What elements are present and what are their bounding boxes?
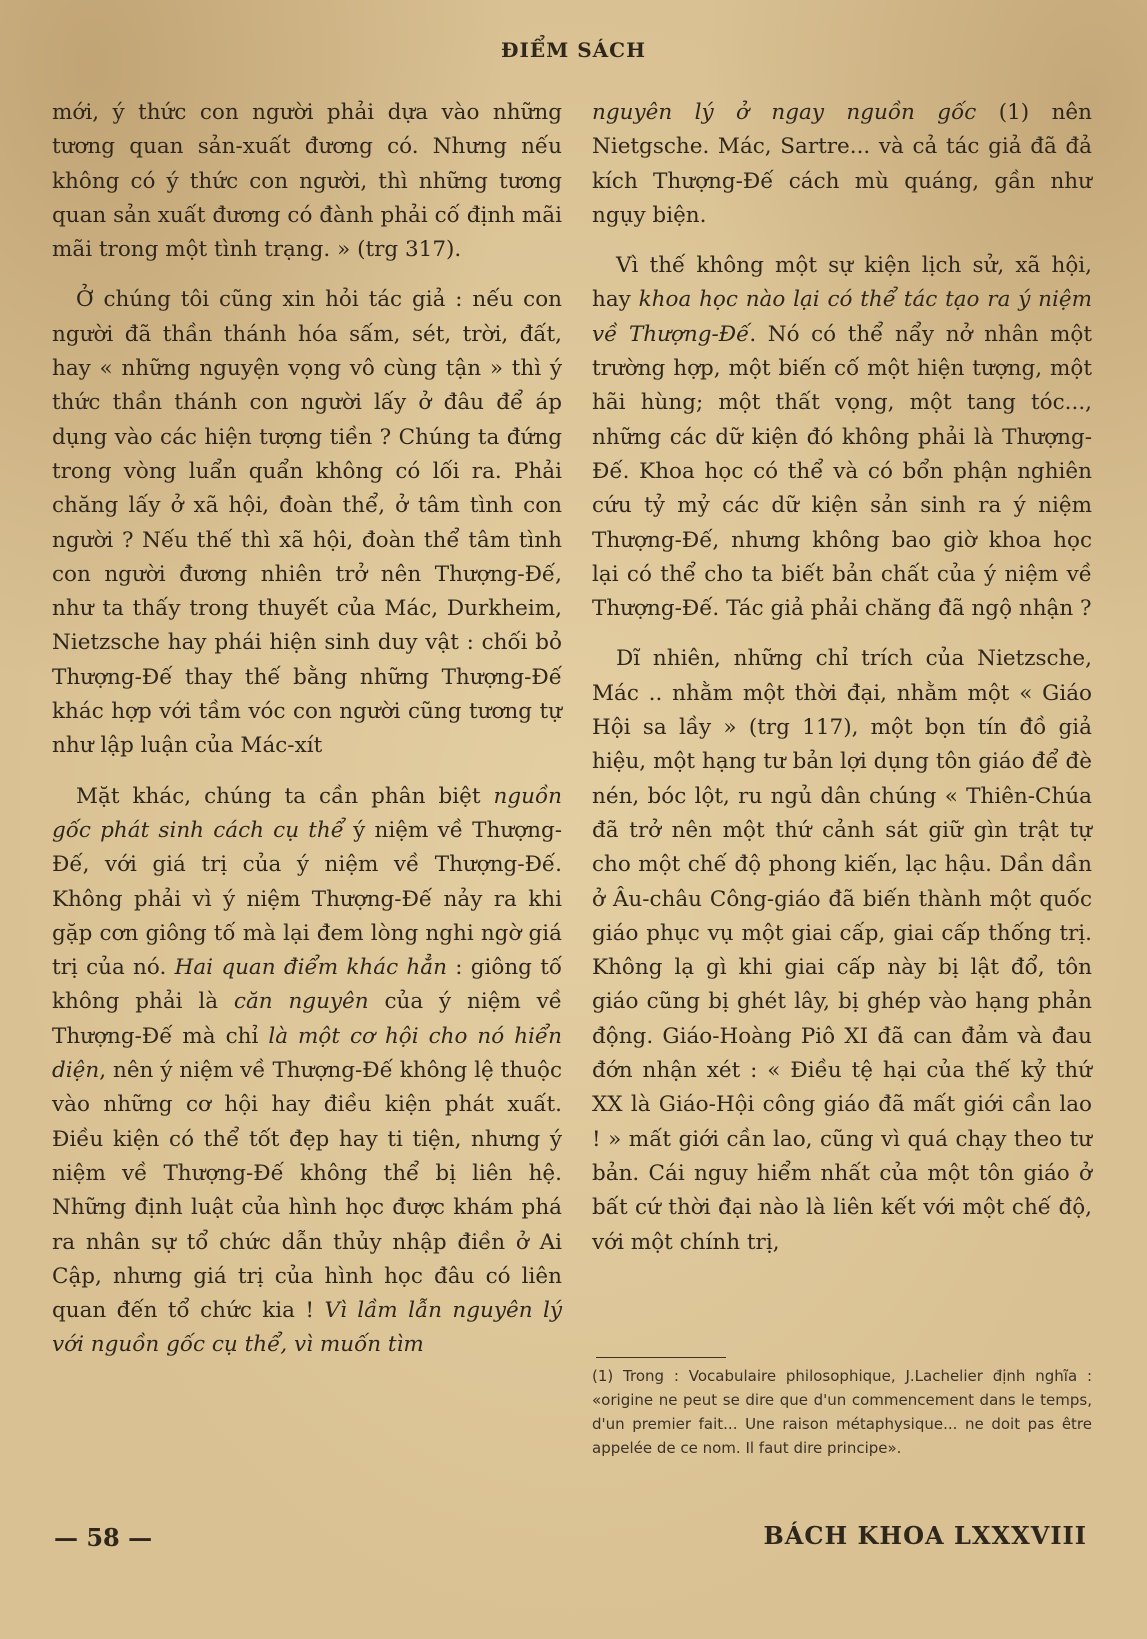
footnote: (1) Trong : Vocabulaire philosophique, J.Lachelier định nghĩa : «origine ne peut se dire que d'un commencement dans le temps, d'un premier fait... Une raison métaphysique... ne doit pas être appelée de ce nom. Il faut dire principe». bbox=[592, 1367, 1092, 1457]
left-column bbox=[52, 96, 562, 1379]
italic-run: Hai quan điểm khác hẳn bbox=[174, 955, 447, 981]
text-run: (1) nên Nietgsche. Mác, Sartre... và cả tác giả đã đả kích Thượng-Đế cách mù quáng, gần như ngụy biện. bbox=[592, 100, 1092, 228]
paragraph bbox=[592, 96, 1092, 233]
italic-run: là một cơ hội cho nó hiển diện bbox=[52, 1023, 562, 1084]
paragraph: Ở chúng tôi cũng xin hỏi tác giả : nếu con người đã thần thánh hóa sấm, sét, trời, đất, hay « những nguyện vọng vô cùng tận » thì ý thức thần thánh con người lấy ở đâu để áp dụng vào các hiện tượng tiền ? Chúng ta đứng trong vòng luẩn quẩn không có lối ra. Phải chăng lấy ở xã hội, đoàn thể, ở tâm tình con người ? Nếu thế thì xã hội, đoàn thể tâm tình con người đương nhiên trở nên Thượng-Đế, như ta thấy trong thuyết của Mác, Durkheim, Nietzsche hay phái hiện sinh duy vật : chối bỏ Thượng-Đế thay thế bằng những Thượng-Đế khác hợp với tầm vóc con người cũng tương tự như lập luận của Mác-xít bbox=[52, 287, 562, 759]
paragraph: Dĩ nhiên, những chỉ trích của Nietzsche, Mác .. nhằm một thời đại, nhằm một « Giáo Hội sa lầy » (trg 117), một bọn tín đồ giả hiệu, một hạng tư bản lợi dụng tôn giáo để đè nén, bóc lột, ru ngủ dân chúng « Thiên-Chúa đã trở nên một thứ cảnh sát giữ gìn trật tự cho một chế độ phong kiến, lạc hậu. Dần dần ở Âu-châu Công-giáo đã biến thành một quốc giáo phục vụ một giai cấp, giai cấp thống trị. Không lạ gì khi giai cấp này bị lật đổ, tôn giáo cũng bị ghét lây, bị ghép vào hạng phản động. Giáo-Hoàng Piô XI đã can đảm và đau đớn nhận xét : « Điều tệ hại của thế kỷ thứ XX là Giáo-Hội công giáo đã mất giới cần lao ! » mất giới cần lao, cũng vì quá chạy theo tư bản. Cái nguy hiểm nhất của một tôn giáo ở bất cứ thời đại nào là liên kết với một chế độ, với một chính trị, bbox=[592, 646, 1092, 1255]
italic-run: Vì lầm lẫn nguyên lý với nguồn gốc cụ thể, vì muốn tìm bbox=[52, 1298, 562, 1358]
italic-run: nguồn gốc phát sinh cách cụ thể bbox=[52, 783, 562, 843]
footnote-divider bbox=[596, 1357, 726, 1358]
text-run: . Nó có thể nẩy nở nhân một trường hợp, một biến cố một hiện tượng, một hãi hùng; một thất vọng, một tang tóc..., những các dữ kiện đó không phải là Thượng-Đế. Khoa học có thể và có bổn phận nghiên cứu tỷ mỷ các dữ kiện sản sinh ra ý niệm Thượng-Đế, nhưng không bao giờ khoa học lại có thể cho ta biết bản chất của ý niệm về Thượng-Đế. Tác giả phải chăng đã ngộ nhận ? bbox=[592, 321, 1092, 622]
text-run: của ý niệm về Thượng-Đế mà chỉ bbox=[52, 989, 563, 1049]
text-run: : giông tố không phải là bbox=[52, 955, 563, 1015]
italic-run: căn nguyên bbox=[233, 989, 369, 1015]
text-run: Mặt khác, chúng ta cần phân biệt bbox=[76, 783, 494, 809]
italic-run: khoa học nào lại có thể tác tạo ra ý niệm về Thượng-Đế bbox=[592, 287, 1092, 347]
text-run: , nên ý niệm về Thượng-Đế không lệ thuộc vào những cơ hội hay điều kiện phát xuất. Điều kiện có thể tốt đẹp hay ti tiện, nhưng ý niệm về Thượng-Đế không thể bị liên hệ. Những định luật của hình học được khám phá ra nhân sự tổ chức dẫn thủy nhập điền ở Ai Cập, nhưng giá trị của hình học đâu có liên quan đến tổ chức kia ! bbox=[52, 1058, 562, 1324]
italic-run: nguyên lý ở ngay nguồn gốc bbox=[592, 100, 977, 125]
page-number: — 58 — bbox=[54, 1523, 153, 1552]
right-column bbox=[592, 96, 1092, 1276]
text-run: ý niệm về Thượng-Đế, với giá trị của ý niệm về Thượng-Đế. Không phải vì ý niệm Thượng-Đế nảy ra khi gặp cơn giông tố mà lại đem lòng nghi ngờ giá trị của nó. bbox=[52, 817, 562, 981]
paragraph bbox=[52, 780, 562, 1363]
running-head: ĐIỂM SÁCH bbox=[501, 38, 646, 62]
text-run: Vì thế không một sự kiện lịch sử, xã hội, hay bbox=[592, 253, 1092, 313]
paragraph bbox=[592, 249, 1092, 626]
magazine-title: BÁCH KHOA LXXXVIII bbox=[763, 1521, 1087, 1550]
paragraph: mới, ý thức con người phải dựa vào những tương quan sản-xuất đương có. Nhưng nếu không có ý thức con người, thì những tương quan sản xuất đương có đành phải cố định mãi mãi trong một tình trạng. » (trg 317). bbox=[52, 100, 562, 263]
